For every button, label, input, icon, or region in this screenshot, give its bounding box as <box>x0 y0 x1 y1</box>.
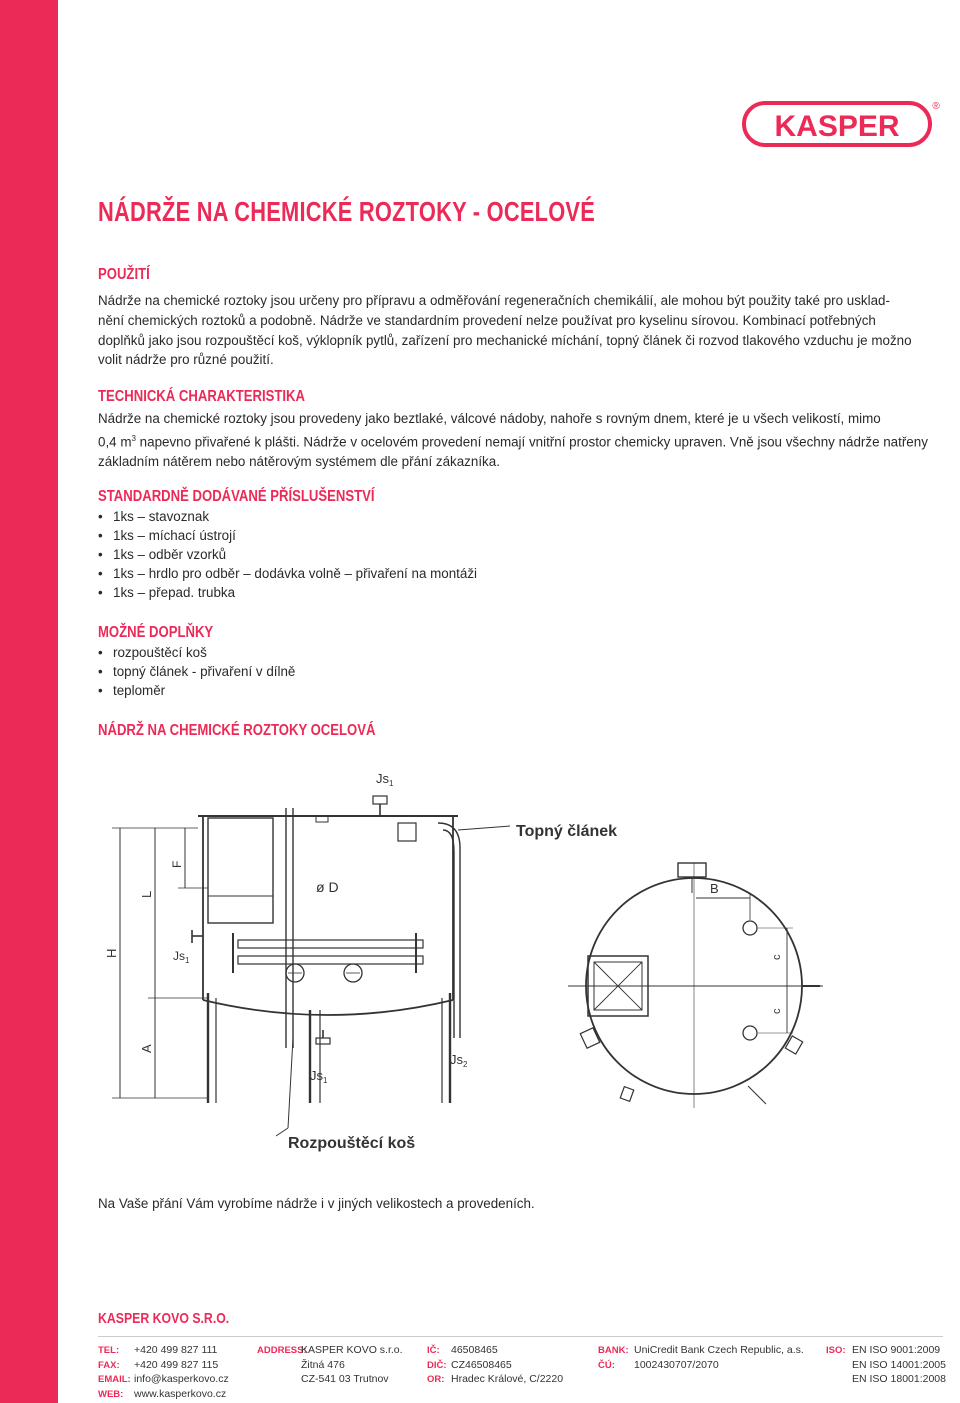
fax-value: +420 499 827 115 <box>134 1358 219 1371</box>
label-js1-side: $Js_1$ <box>173 949 190 965</box>
label-dim-l: L <box>139 890 154 898</box>
usage-text <box>98 291 943 370</box>
footer-contact: TEL: +420 499 827 111 FAX: +420 499 827 115 EMAIL: info@kasperkovo.cz WEB: www.kasperkovo.cz <box>98 1344 229 1400</box>
usage-heading: POUŽITÍ <box>98 266 150 283</box>
tank-top-view <box>568 863 823 1108</box>
footer-bank: BANK: UniCredit Bank Czech Republic, a.s. ČÚ: 1002430707/2070 <box>598 1344 804 1371</box>
footer-company-name: KASPER KOVO S.R.O. <box>98 1310 230 1327</box>
footer-ids: IČ: 46508465 DIČ: CZ46508465 OR: Hradec Králové, C/2220 <box>427 1344 564 1385</box>
label-js1-top: $Js_1$ <box>376 771 394 788</box>
options-list <box>98 643 295 700</box>
label-dim-h: H <box>104 948 119 958</box>
list-item: • rozpouštěcí koš <box>98 645 207 660</box>
list-item: • 1ks – hrdlo pro odběr – dodávka volně – přivaření na montáži <box>98 566 477 581</box>
drawing-heading: NÁDRŽ NA CHEMICKÉ ROZTOKY OCELOVÁ <box>98 722 376 739</box>
label-diameter: ø D <box>316 879 339 895</box>
list-item: • 1ks – míchací ústrojí <box>98 528 236 543</box>
email-link[interactable]: info@kasperkovo.cz <box>134 1373 229 1385</box>
tech-line: 0,4 $m^3$ napevno přivařené k plášti. Nádrže v ocelovém provedení nemají vnitřní prostor chemicky upraven. Vně jsou všechny nádrže natřeny <box>98 433 928 450</box>
tech-text <box>98 409 943 472</box>
footer-divider <box>98 1336 943 1337</box>
footer-iso: ISO: EN ISO 9001:2009 EN ISO 14001:2005 EN ISO 18001:2008 <box>826 1344 946 1385</box>
standard-list <box>98 507 477 602</box>
side-accent-bar <box>0 0 58 1403</box>
list-item: • 1ks – odběr vzorků <box>98 547 227 562</box>
tech-line: Nádrže na chemické roztoky jsou provedeny jako beztlaké, válcové nádoby, nahoře s rovným dnem, které je u všech velikostí, mimo <box>98 411 881 426</box>
usage-line: volit nádrže pro různé použití. <box>98 352 274 368</box>
label-basket: Rozpouštěcí koš <box>288 1135 416 1152</box>
usage-line: nění chemických roztoků a podobně. Nádrže ve standardním provedení nelze používat pro kyselinu sírovou. Kombinací potřebných <box>98 312 876 328</box>
list-item: • 1ks – přepad. trubka <box>98 585 236 600</box>
usage-line: doplňků jako jsou rozpouštěcí koš, výklopník pytlů, zařízení pro mechanické míchání, topný článek či rozvod tlakového vzduchu je možno <box>98 332 912 348</box>
label-dim-c-upper: c <box>771 954 783 960</box>
label-dim-f: F <box>170 860 184 868</box>
tech-heading: TECHNICKÁ CHARAKTERISTIKA <box>98 388 305 405</box>
registered-mark: ® <box>932 101 940 112</box>
list-item: • topný článek - přivaření v dílně <box>98 664 296 679</box>
label-heater: Topný článek <box>516 823 618 840</box>
footer-address: ADDRESS:KASPER KOVO s.r.o. Žitná 476 CZ-541 03 Trutnov <box>257 1344 403 1385</box>
web-link[interactable]: www.kasperkovo.cz <box>134 1387 227 1400</box>
options-heading: MOŽNÉ DOPLŇKY <box>98 624 214 641</box>
closing-note: Na Vaše přání Vám vyrobíme nádrže i v jiných velikostech a provedeních. <box>98 1196 535 1211</box>
page-title: NÁDRŽE NA CHEMICKÉ ROZTOKY - OCELOVÉ <box>98 196 596 227</box>
label-dim-a: A <box>139 1044 154 1053</box>
tech-line: základním nátěrem nebo nátěrovým systémem dle přání zákazníka. <box>98 454 500 470</box>
list-item: • teploměr <box>98 683 166 698</box>
tank-technical-drawing <box>98 768 943 1168</box>
cubic-superscript: 3 <box>131 433 136 443</box>
tank-side-view <box>112 796 510 1136</box>
label-js1-bottom: $Js_1$ <box>310 1068 328 1085</box>
kasper-logo <box>742 98 942 150</box>
list-item: • 1ks – stavoznak <box>98 509 210 524</box>
standard-heading: STANDARDNĚ DODÁVANÉ PŘÍSLUŠENSTVÍ <box>98 488 375 505</box>
usage-line: Nádrže na chemické roztoky jsou určeny pro přípravu a odměřování regeneračních chemikálií, ale mohou být použity také pro usklad- <box>98 293 890 308</box>
logo-text: KASPER <box>774 110 900 143</box>
label-dim-c-lower: c <box>771 1008 783 1014</box>
label-js2: $Js_2$ <box>450 1052 468 1069</box>
phone-value: +420 499 827 111 <box>134 1344 218 1356</box>
label-dim-b: B <box>710 881 719 896</box>
